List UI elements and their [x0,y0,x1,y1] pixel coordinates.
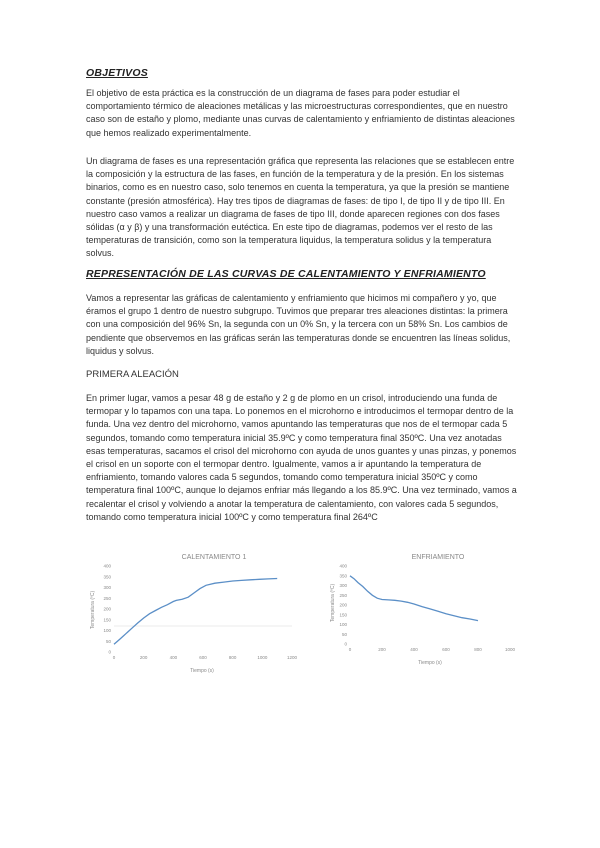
heating-y-tick-label: 150 [103,617,111,623]
curvas-paragraph: Vamos a representar las gráficas de calentamiento y enfriamiento que hicimos mi compañero y yo, que éramos el grupo 1 dentro de nuestro subgrupo. Tuvimos que preparar tres aleaciones distintas: la primera con una composición del 96% Sn, la segunda con un 0% Sn, y la tercera con un 58% Sn. Los cambios de pendiente que observemos en las gráficas serán las temperaturas donde se encuentren las líneas solidus, liquidus y solvus. [86,293,511,356]
heating-x-tick-label: 200 [139,655,148,660]
heating-x-tick-label: 800 [228,655,237,660]
primera-aleacion-heading: PRIMERA ALEACIÓN [86,369,179,380]
cooling-y-tick-label: 300 [339,583,347,588]
cooling-chart-ylabel: Temperatura (ºC) [330,583,336,623]
cooling-x-tick-label: 0 [348,647,352,652]
heating-y-tick-label: 100 [103,628,111,633]
heating-x-tick-label: 400 [169,655,178,660]
heating-chart-xlabel: Tiempo (s) [190,668,214,674]
cooling-x-tick-label: 1000 [504,647,516,652]
cooling-chart [330,548,520,668]
heating-y-tick-label: 350 [103,574,111,580]
heating-y-tick-label: 0 [108,649,111,655]
heating-x-tick-label: 0 [112,655,116,660]
heating-x-tick-label: 1000 [257,655,268,660]
cooling-x-tick-label: 400 [410,647,418,652]
cooling-x-ticks [349,647,516,652]
heating-y-tick-label: 300 [103,585,111,590]
cooling-chart-title: ENFRIAMIENTO [411,554,465,561]
cooling-chart-svg [330,548,520,668]
heating-x-tick-label: 1200 [286,655,298,660]
heating-y-tick-label: 250 [103,595,111,601]
objetivos-paragraph-1: El objetivo de esta práctica es la construcción de un diagrama de fases para poder estudiar el comportamiento térmico de aleaciones metálicas y las microestructuras correspondientes, que en nuestro caso son de estaño y plomo, mediante unas curvas de calentamiento y enfriamiento de distintas aleaciones que hemos realizado experimentalmente. [86,88,515,138]
heating-chart [86,548,304,676]
cooling-y-tick-label: 250 [339,592,347,598]
cooling-x-tick-label: 600 [442,647,450,652]
heating-chart-svg [86,548,304,676]
heating-series-line [114,579,277,645]
heating-chart-ylabel: Temperatura (ºC) [90,590,96,630]
heating-x-ticks [113,655,298,660]
cooling-chart-xlabel: Tiempo (s) [418,660,442,666]
cooling-y-tick-label: 350 [339,573,347,579]
cooling-series-line [350,576,478,621]
cooling-y-tick-label: 100 [339,622,347,627]
cooling-y-tick-label: 200 [339,602,347,608]
heating-y-ticks [103,564,111,655]
cooling-x-tick-label: 800 [474,647,482,652]
cooling-y-ticks [339,564,347,647]
cooling-y-tick-label: 150 [339,612,347,618]
primera-aleacion-paragraph: En primer lugar, vamos a pesar 48 g de estaño y 2 g de plomo en un crisol, introduciendo una funda de termopar y lo tapamos con una tapa. Lo ponemos en el microhorno e introducimos el termopar dentro de la funda. Una vez dentro del microhorno, vamos apuntando las temperaturas que nos de el termopar cada 5 segundos, tomando como temperatura inicial 35.9ºC y como temperatura final 350ºC. Una vez anotadas esas temperaturas, sacamos el crisol del microhorno con ayuda de unos guantes y unas pinzas, y ponemos el crisol en un soporte con el termopar dentro. Igualmente, vamos a ir apuntando la temperatura de enfriamiento, tomando valores cada 5 segundos, tomando como temperatura inicial 350ºC y como temperatura final 100ºC, aunque lo dejamos enfriar más llegando a los 85.9ºC. Una vez terminado, vamos a recalentar el crisol y volviendo a anotar la temperatura de calentamiento, con valores cada 5 segundos, tomando como temperatura inicial 100ºC y como temperatura final 264ºC [86,393,517,522]
cooling-y-tick-label: 0 [344,641,347,647]
heating-x-tick-label: 600 [199,655,207,660]
curvas-heading: REPRESENTACIÓN DE LAS CURVAS DE CALENTAMIENTO Y ENFRIAMIENTO [86,268,486,280]
heating-y-tick-label: 400 [103,563,111,569]
objetivos-heading: OBJETIVOS [86,67,148,79]
cooling-x-tick-label: 200 [378,647,386,652]
heating-chart-title: CALENTAMIENTO 1 [181,554,247,561]
heating-y-tick-label: 50 [105,638,111,644]
cooling-y-tick-label: 50 [341,631,347,637]
objetivos-paragraph-2: Un diagrama de fases es una representación gráfica que representa las relaciones que se establecen entre la composición y la estructura de las fases, en función de la temperatura y de la presión. En los sistemas binarios, como es en nuestro caso, solo tenemos en cuenta la temperatura, ya que la presión se mantiene constante (presión atmosférica). Hay tres tipos de diagramas de fases: de tipo I, de tipo II y de tipo III. En nuestro caso vamos a realizar un diagrama de fases de tipo III, donde aparecen regiones con dos fases sólidas (α y β) y una transformación eutéctica. En este tipo de diagramas, podemos ver el resto de las temperaturas de transición, como son la temperatura liquidus, la temperatura solidus y la temperatura solvus. [86,156,515,259]
cooling-y-tick-label: 400 [339,563,347,569]
heating-y-tick-label: 200 [103,606,111,612]
